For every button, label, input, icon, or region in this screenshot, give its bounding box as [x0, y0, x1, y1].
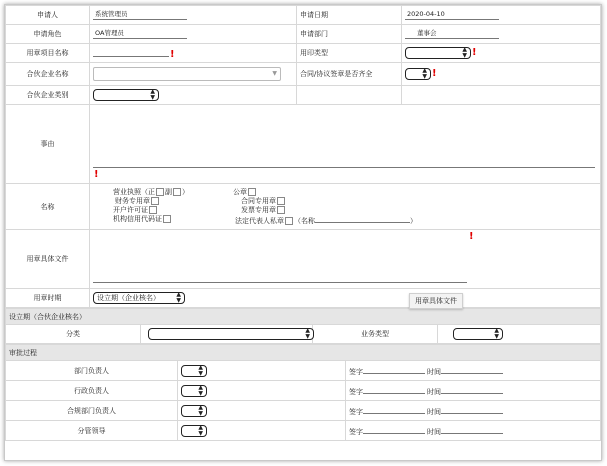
period-label: 用章时期 — [6, 289, 90, 308]
license-original-checkbox[interactable] — [156, 188, 164, 196]
empty-cell — [297, 86, 402, 105]
signature-input[interactable] — [363, 425, 425, 434]
approval-select-cell — [178, 361, 346, 381]
approver-select[interactable] — [181, 405, 207, 417]
apply-date-label: 申请日期 — [297, 6, 402, 25]
approver-select[interactable] — [181, 425, 207, 437]
signature-input[interactable] — [363, 385, 425, 394]
select-arrow-icon: ▲ ▼ — [176, 291, 181, 304]
project-name-input[interactable] — [93, 48, 169, 57]
apply-date-value: 2020-04-10 — [405, 10, 499, 20]
applicant-value: 系统管理员 — [93, 10, 187, 20]
file-label: 用章具体文件 — [6, 230, 90, 289]
signature-input[interactable] — [363, 405, 425, 414]
project-label: 用章项目名称 — [6, 44, 90, 63]
credit-code-checkbox[interactable] — [163, 215, 171, 223]
partner-type-label: 合伙企业类别 — [6, 86, 90, 105]
required-mark: ! — [469, 231, 474, 242]
partner-name-label: 合伙企业名称 — [6, 63, 90, 86]
biz-type-select[interactable] — [453, 328, 503, 340]
file-tooltip: 用章具体文件 — [409, 293, 463, 309]
select-arrow-icon: ▲ ▼ — [198, 383, 203, 397]
reason-cell — [90, 105, 601, 184]
approval-section — [5, 344, 601, 441]
role-label: 申请角色 — [6, 25, 90, 44]
dept-label: 申请部门 — [297, 25, 402, 44]
applicant-label: 申请人 — [6, 6, 90, 25]
select-arrow-icon: ▲ ▼ — [198, 363, 203, 377]
seal-names-cell — [90, 184, 601, 230]
invoice-option: 发票专用章 — [241, 205, 286, 215]
applicant-cell — [90, 6, 297, 25]
finance-seal-checkbox[interactable] — [151, 197, 159, 205]
seal-type-cell — [402, 44, 601, 63]
approval-row-label: 行政负责人 — [6, 381, 178, 401]
seal-type-label: 用印类型 — [297, 44, 402, 63]
biz-type-cell — [438, 325, 601, 344]
finance-option: 财务专用章 — [115, 196, 160, 206]
partner-type-select[interactable] — [93, 89, 159, 101]
time-input[interactable] — [441, 405, 503, 414]
approval-row-label: 部门负责人 — [6, 361, 178, 381]
sign-cell: 签字 时间 — [346, 361, 601, 381]
approver-select[interactable] — [181, 385, 207, 397]
approver-select[interactable] — [181, 365, 207, 377]
setup-section-title: 设立期（合伙企业核名） — [6, 309, 601, 325]
select-arrow-icon: ▲ ▼ — [422, 67, 427, 80]
license-option: 营业执照（正 副 ） — [113, 187, 189, 196]
account-option: 开户许可证 — [113, 205, 158, 215]
category-cell — [141, 325, 313, 344]
select-arrow-icon: ▲ ▼ — [462, 46, 467, 59]
dept-cell — [402, 25, 601, 44]
signature-input[interactable] — [363, 365, 425, 374]
role-cell — [90, 25, 297, 44]
approval-row-label: 分管领导 — [6, 421, 178, 441]
required-mark: ! — [170, 48, 175, 60]
approval-select-cell — [178, 381, 346, 401]
official-seal-checkbox[interactable] — [248, 188, 256, 196]
name-label: 名称 — [6, 184, 90, 230]
partner-type-cell — [90, 86, 297, 105]
select-arrow-icon: ▲ ▼ — [305, 327, 310, 340]
setup-section — [5, 308, 601, 344]
legal-rep-name-input[interactable] — [315, 214, 410, 223]
sign-cell: 签字 时间 — [346, 401, 601, 421]
approval-select-cell — [178, 401, 346, 421]
period-cell — [90, 289, 601, 308]
contract-seal-checkbox[interactable] — [277, 197, 285, 205]
partner-name-cell — [90, 63, 297, 86]
dept-value: 董事会 — [405, 29, 499, 39]
file-cell — [90, 230, 601, 289]
biz-type-label: 业务类型 — [313, 325, 438, 344]
contract-complete-select[interactable] — [405, 68, 431, 80]
time-input[interactable] — [441, 385, 503, 394]
credit-option: 机构信用代码证 — [113, 214, 172, 224]
role-value: OA管理员 — [93, 29, 187, 39]
apply-date-cell — [402, 6, 601, 25]
chevron-down-icon: ▼ — [272, 70, 277, 77]
form-window — [4, 4, 602, 461]
required-mark: ! — [472, 47, 477, 58]
legal-rep-seal-checkbox[interactable] — [285, 217, 293, 225]
time-input[interactable] — [441, 425, 503, 434]
invoice-seal-checkbox[interactable] — [277, 206, 285, 214]
sign-cell: 签字 时间 — [346, 421, 601, 441]
contract-complete-cell — [402, 63, 601, 86]
contract-complete-label: 合同/协议签章是否齐全 — [297, 63, 402, 86]
file-input-line[interactable] — [93, 282, 467, 283]
approval-row-label: 合规部门负责人 — [6, 401, 178, 421]
time-input[interactable] — [441, 365, 503, 374]
seal-type-select[interactable] — [405, 47, 471, 59]
official-option: 公章 — [233, 187, 257, 197]
required-mark: ! — [94, 169, 99, 180]
application-form — [5, 5, 601, 308]
empty-cell — [402, 86, 601, 105]
select-arrow-icon: ▲ ▼ — [150, 88, 155, 101]
account-permit-checkbox[interactable] — [149, 206, 157, 214]
approval-section-title: 审批过程 — [6, 345, 601, 361]
category-select[interactable] — [148, 328, 314, 340]
reason-textarea[interactable] — [93, 167, 595, 168]
contract-option: 合同专用章 — [241, 196, 286, 206]
legal-rep-option: 法定代表人私章 （名称 ） — [235, 214, 417, 226]
reason-label: 事由 — [6, 105, 90, 184]
sign-cell: 签字 时间 — [346, 381, 601, 401]
required-mark: ! — [432, 68, 437, 79]
select-arrow-icon: ▲ ▼ — [198, 423, 203, 437]
period-select[interactable]: 设立期（企业核名） ▲ ▼ — [93, 292, 185, 304]
approval-select-cell — [178, 421, 346, 441]
select-arrow-icon: ▲ ▼ — [198, 403, 203, 417]
category-label: 分类 — [6, 325, 141, 344]
project-cell — [90, 44, 297, 63]
partner-name-combobox[interactable] — [93, 67, 281, 81]
license-copy-checkbox[interactable] — [173, 188, 181, 196]
select-arrow-icon: ▲ ▼ — [494, 327, 499, 340]
